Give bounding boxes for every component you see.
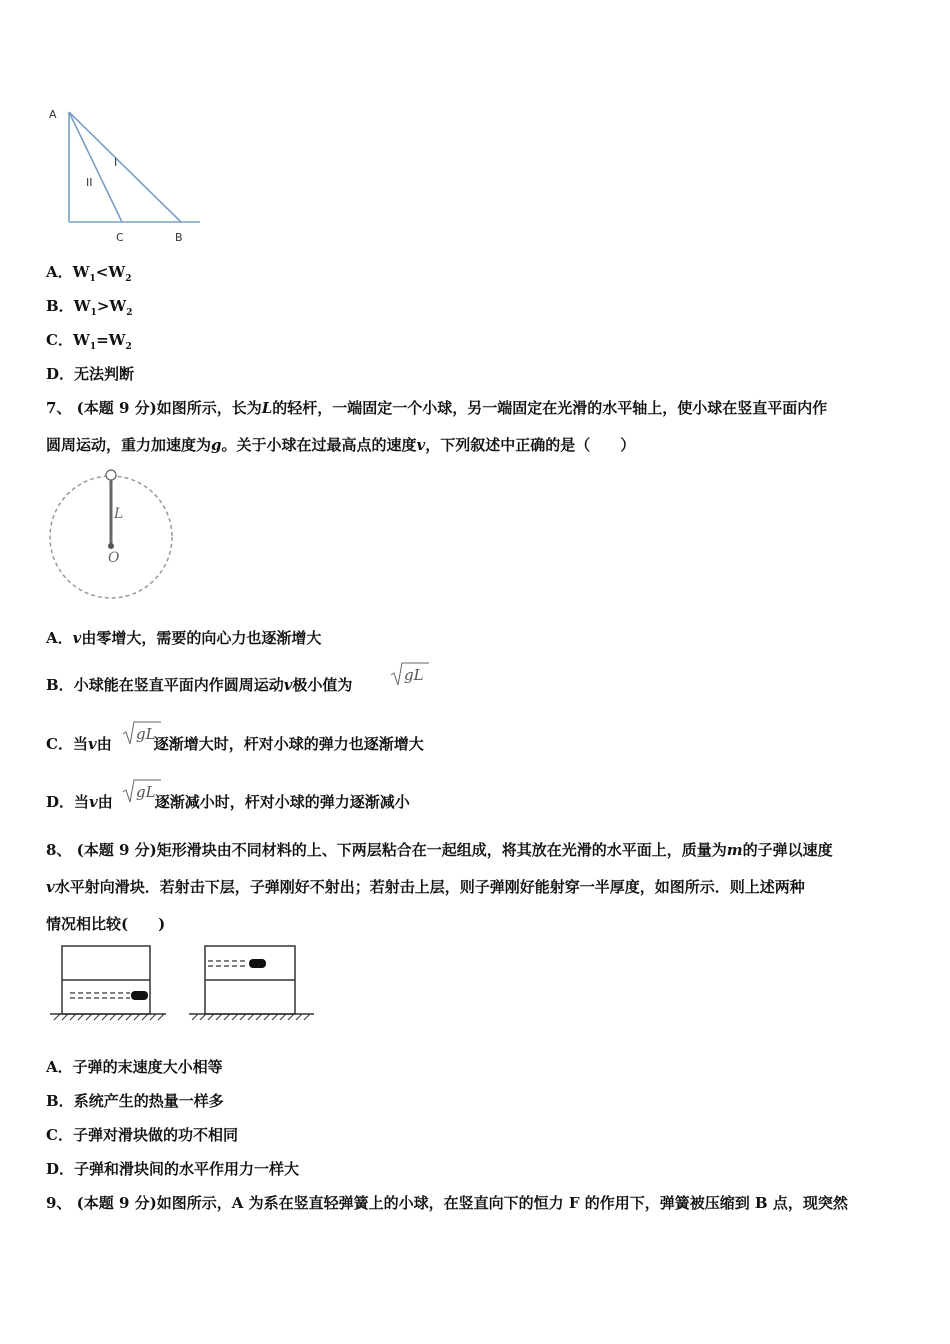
label-axis-O: O <box>108 550 120 566</box>
sqrt-radicand: gL <box>136 783 156 801</box>
triangle-figure <box>40 100 210 250</box>
left-bullet <box>131 991 148 1000</box>
label-A: A <box>49 108 57 121</box>
q8-stem-line2: v水平射向滑块．若射击下层，子弹刚好不射出；若射击上层，则子弹刚好能射穿一半厚度，如图所示．则上述两种 <box>46 878 805 896</box>
q7-option-b: B．小球能在竖直平面内作圆周运动v极小值为 <box>46 676 353 694</box>
q6-option-c: C．$W_1=W_2$ <box>46 331 132 352</box>
label-B: B <box>175 231 183 244</box>
q7-option-c: C．当v由 逐渐增大时，杆对小球的弹力也逐渐增大 <box>46 735 424 753</box>
q7-option-a: A．v由零增大，需要的向心力也逐渐增大 <box>46 629 322 647</box>
sqrt-gL-d <box>122 777 162 805</box>
q6-option-a: A．$W_1<W_2$ <box>46 263 132 284</box>
axis-point <box>108 543 114 549</box>
label-C: C <box>116 231 124 244</box>
q8-option-c: C．子弹对滑块做的功不相同 <box>46 1126 238 1144</box>
q7-stem-line1: 7、 (本题 9 分)如图所示，长为L的轻杆，一端固定一个小球，另一端固定在光滑的水平轴上，使小球在竖直平面内作 <box>46 399 828 417</box>
label-II: II <box>86 176 93 189</box>
incline-I <box>69 112 181 222</box>
sqrt-radicand: gL <box>404 666 424 684</box>
sqrt-gL-c <box>122 719 162 747</box>
q6-option-b: B．$W_1>W_2$ <box>46 297 133 318</box>
q8-option-a: A．子弹的末速度大小相等 <box>46 1058 223 1076</box>
ball <box>106 470 116 480</box>
q7-option-d: D．当v由 逐渐减小时，杆对小球的弹力逐渐减小 <box>46 793 410 811</box>
left-ground-hatch <box>54 1014 164 1020</box>
q8-stem-line1: 8、 (本题 9 分)矩形滑块由不同材料的上、下两层粘合在一起组成，将其放在光滑的水平面上，质量为m的子弹以速度 <box>46 841 833 859</box>
q8-option-d: D．子弹和滑块间的水平作用力一样大 <box>46 1160 300 1178</box>
q9-stem-line1: 9、 (本题 9 分)如图所示，A 为系在竖直轻弹簧上的小球，在竖直向下的恒力 F 的作用下，弹簧被压缩到 B 点，现突然 <box>46 1194 848 1212</box>
label-rod-L: L <box>114 506 124 522</box>
sqrt-radicand: gL <box>136 725 156 743</box>
label-I: I <box>114 156 118 169</box>
sqrt-gL-b <box>390 660 430 688</box>
q7-stem-line2: 圆周运动，重力加速度为g。关于小球在过最高点的速度v，下列叙述中正确的是（ ） <box>46 436 636 454</box>
q8-option-b: B．系统产生的热量一样多 <box>46 1092 224 1110</box>
blocks-bullets-figure <box>46 940 318 1028</box>
right-ground-hatch <box>192 1014 310 1020</box>
right-bullet <box>249 959 266 968</box>
rod-circle-figure <box>46 466 178 608</box>
q6-option-d: D．无法判断 <box>46 365 135 383</box>
q8-stem-line3: 情况相比较( ) <box>46 915 166 933</box>
